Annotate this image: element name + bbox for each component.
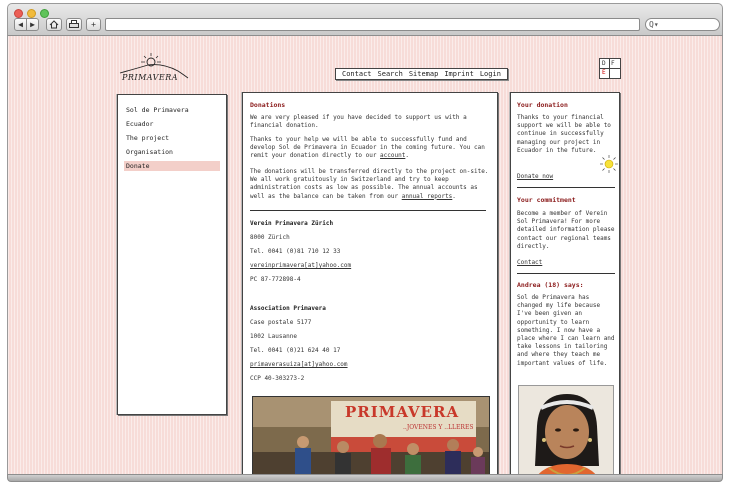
portrait-image bbox=[519, 386, 614, 476]
language-en[interactable]: E bbox=[602, 69, 606, 76]
help-paragraph: Thanks to your help we will be able to successfully fund and develop Sol de Primavera in Ecuador in the coming future. You can remit your donation directly to our account. bbox=[250, 136, 485, 160]
sidebar-item-sol-de-primavera[interactable]: Sol de Primavera bbox=[126, 106, 189, 114]
divider bbox=[517, 187, 615, 188]
banner-subtext: ..JOVENES Y ..LLERES bbox=[403, 424, 474, 431]
house-icon bbox=[49, 20, 59, 29]
zoom-window-button[interactable] bbox=[40, 9, 49, 18]
search-icon: Q▾ bbox=[649, 20, 659, 29]
nav-contact[interactable]: Contact bbox=[342, 70, 372, 78]
back-arrow-icon: ◀ bbox=[18, 20, 23, 29]
lausanne-phone: Tel. 0041 (0)21 624 40 17 bbox=[250, 347, 341, 354]
nav-sitemap[interactable]: Sitemap bbox=[408, 70, 439, 78]
lausanne-email-link[interactable]: primaverasuiza[at]yahoo.com bbox=[250, 361, 348, 368]
sidebar-item-donate[interactable]: Donate bbox=[124, 161, 220, 171]
zurich-org-name: Verein Primavera Zürich bbox=[250, 220, 334, 227]
page-title: Donations bbox=[250, 101, 286, 109]
primavera-logo[interactable] bbox=[118, 51, 198, 83]
top-navigation bbox=[335, 68, 508, 80]
transfer-paragraph: The donations will be transferred directly to the project on-site. We all work gratuitously in Switzerland and try to keep administration costs as low as possible. The annual accounts as well as the balance can be taken from our annual reports. bbox=[250, 168, 489, 200]
nav-login[interactable]: Login bbox=[479, 70, 501, 78]
plus-icon: + bbox=[91, 20, 96, 29]
donate-now-link[interactable]: Donate now bbox=[517, 173, 554, 180]
andrea-portrait bbox=[518, 385, 614, 476]
lausanne-box: Case postale 5177 bbox=[250, 319, 312, 326]
main-content bbox=[242, 92, 498, 476]
group-photo bbox=[252, 396, 490, 476]
lausanne-org-name: Association Primavera bbox=[250, 305, 326, 312]
nav-search[interactable]: Search bbox=[377, 70, 403, 78]
testimonial-text: Sol de Primavera has changed my life because I've been given an opportunity to learn something. I now have a place where I can learn and take lessons in tailoring and where they teach me important values of life. bbox=[517, 294, 615, 367]
banner-text: PRIMAVERA bbox=[345, 403, 460, 421]
sidebar-item-ecuador[interactable]: Ecuador bbox=[126, 120, 154, 128]
sidebar-item-the-project[interactable]: The project bbox=[126, 134, 170, 142]
nav-imprint[interactable]: Imprint bbox=[444, 70, 474, 78]
zurich-email-link[interactable]: vereinprimavera[at]yahoo.com bbox=[250, 262, 352, 269]
search-field[interactable] bbox=[645, 18, 720, 31]
your-donation-text: Thanks to your financial support we will be able to continue in successfully managing our project in Ecuador in the future. bbox=[517, 114, 611, 154]
intro-paragraph: We are very pleased if you have decided to support us with a financial donation. bbox=[250, 114, 467, 130]
annual-reports-link[interactable]: annual reports bbox=[401, 192, 453, 200]
lausanne-city: 1002 Lausanne bbox=[250, 333, 297, 340]
logo-text: PRIMAVERA bbox=[122, 73, 179, 82]
zurich-account: PC 87-772898-4 bbox=[250, 276, 301, 283]
language-de[interactable]: D bbox=[602, 60, 606, 67]
lausanne-account: CCP 40-303273-2 bbox=[250, 375, 305, 382]
forward-arrow-icon: ▶ bbox=[30, 20, 35, 29]
home-button[interactable] bbox=[46, 18, 62, 31]
your-commitment-title: Your commitment bbox=[517, 196, 576, 204]
browser-toolbar bbox=[7, 3, 723, 36]
address-bar[interactable] bbox=[105, 18, 640, 31]
zurich-city: 8000 Zürich bbox=[250, 234, 290, 241]
print-button[interactable] bbox=[66, 18, 82, 31]
status-bar bbox=[7, 474, 723, 482]
language-fr[interactable]: F bbox=[611, 60, 615, 67]
your-donation-title: Your donation bbox=[517, 101, 568, 109]
page-viewport bbox=[7, 36, 723, 476]
add-bookmark-button[interactable] bbox=[86, 18, 101, 31]
sun-icon bbox=[599, 154, 619, 174]
account-link[interactable]: account bbox=[380, 152, 406, 160]
forward-button[interactable] bbox=[26, 18, 39, 31]
language-switcher bbox=[599, 58, 621, 79]
divider bbox=[250, 210, 486, 211]
printer-icon bbox=[69, 20, 79, 29]
minimize-window-button[interactable] bbox=[27, 9, 36, 18]
your-commitment-text: Become a member of Verein Sol Primavera! For more detailed information please contact our regional teams directly. bbox=[517, 210, 615, 250]
sidebar-menu bbox=[117, 94, 227, 415]
close-window-button[interactable] bbox=[14, 9, 23, 18]
contact-link[interactable]: Contact bbox=[517, 259, 543, 266]
divider bbox=[517, 273, 615, 274]
right-sidebar bbox=[510, 92, 620, 476]
sidebar-item-organisation[interactable]: Organisation bbox=[126, 148, 173, 156]
zurich-phone: Tel. 0041 (0)81 710 12 33 bbox=[250, 248, 341, 255]
testimonial-title: Andrea (18) says: bbox=[517, 281, 584, 289]
